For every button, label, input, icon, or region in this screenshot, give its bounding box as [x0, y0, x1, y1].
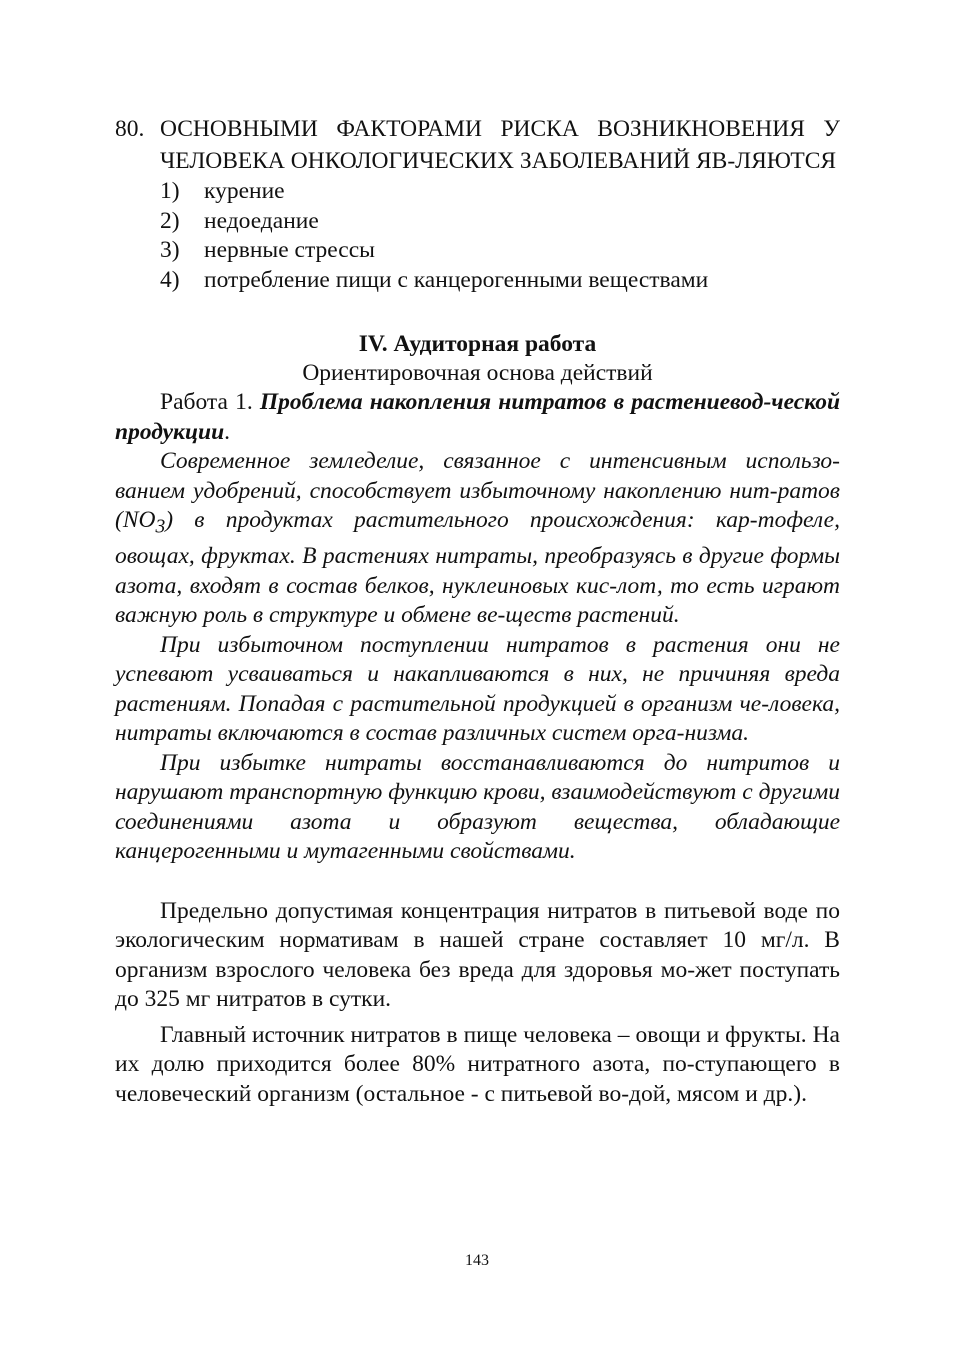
option-text: курение: [204, 178, 285, 204]
body-paragraph-2: Главный источник нитратов в пище человека – овощи и фрукты. На их долю приходится более 80% нитратного азота, по-ступающего в человеческий организм (остальное - с питьевой во-дой, мясом и др.).: [115, 1021, 840, 1107]
option-number: 1): [160, 178, 180, 204]
italic-paragraph-1-end: ) в продуктах растительного происхождения: кар-тофеле, овощах, фруктах. В растениях нитраты, преобразуясь в другие формы азота, входят в состав белков, нуклеиновых кис-лот, то есть играют важную роль в структуре и обмене ве-ществ растений.: [115, 507, 840, 629]
section-title: IV. Аудиторная работа: [358, 331, 597, 357]
nitrate-subscript: 3: [155, 516, 166, 538]
italic-paragraph-2: При избыточном поступлении нитратов в растения они не успевают усваиваться и накапливаются в них, не причиняя вреда растениям. Попадая с растительной продукцией в организм че-ловека, нитраты включаются в состав различных систем орга-низма.: [115, 631, 840, 747]
option-text: недоедание: [204, 207, 319, 234]
test-question: [115, 113, 840, 177]
option-text: нервные стрессы: [204, 237, 375, 263]
italic-paragraph-1: [115, 447, 840, 631]
work-label: Работа 1.: [160, 389, 253, 415]
answer-option: [160, 266, 840, 296]
option-number: 2): [160, 207, 180, 234]
work-heading: [115, 388, 840, 447]
answer-option: [160, 177, 840, 207]
answer-options: [160, 177, 840, 295]
section-subtitle: Ориентировочная основа действий: [302, 360, 653, 386]
answer-option: [160, 236, 840, 266]
page-number: 143: [465, 1252, 489, 1269]
work-title: Проблема накопления нитратов в растениевод-ческой продукции: [115, 389, 841, 445]
option-number: 3): [160, 237, 180, 263]
work-title-end: .: [224, 418, 231, 445]
italic-paragraph-3: При избытке нитраты восстанавливаются до нитритов и нарушают транспортную функцию крови, взаимодействуют с другими соединениями азота и образуют вещества, обладающие канцерогенными и мутагенными свойствами.: [115, 749, 840, 865]
page-content: [115, 113, 840, 1109]
italic-paragraph-1-start: Современное земледелие, связанное с интенсивным использо-ванием удобрений, способствует избыточному накоплению нит-ратов (NO: [115, 448, 840, 533]
question-text: ОСНОВНЫМИ ФАКТОРАМИ РИСКА ВОЗНИКНОВЕНИЯ У ЧЕЛОВЕКА ОНКОЛОГИЧЕСКИХ ЗАБОЛЕВАНИЙ ЯВ-ЛЯЮТСЯ: [160, 116, 840, 174]
option-text: потребление пищи с канцерогенными веществами: [204, 266, 709, 293]
answer-option: [160, 207, 840, 237]
option-number: 4): [160, 266, 180, 293]
question-number: 80.: [115, 116, 145, 142]
body-paragraph-1: Предельно допустимая концентрация нитратов в питьевой воде по экологическим нормативам в нашей стране составляет 10 мг/л. В организм взрослого человека без вреда для здоровья мо-жет поступать до 325 мг нитратов в сутки.: [115, 897, 840, 1013]
